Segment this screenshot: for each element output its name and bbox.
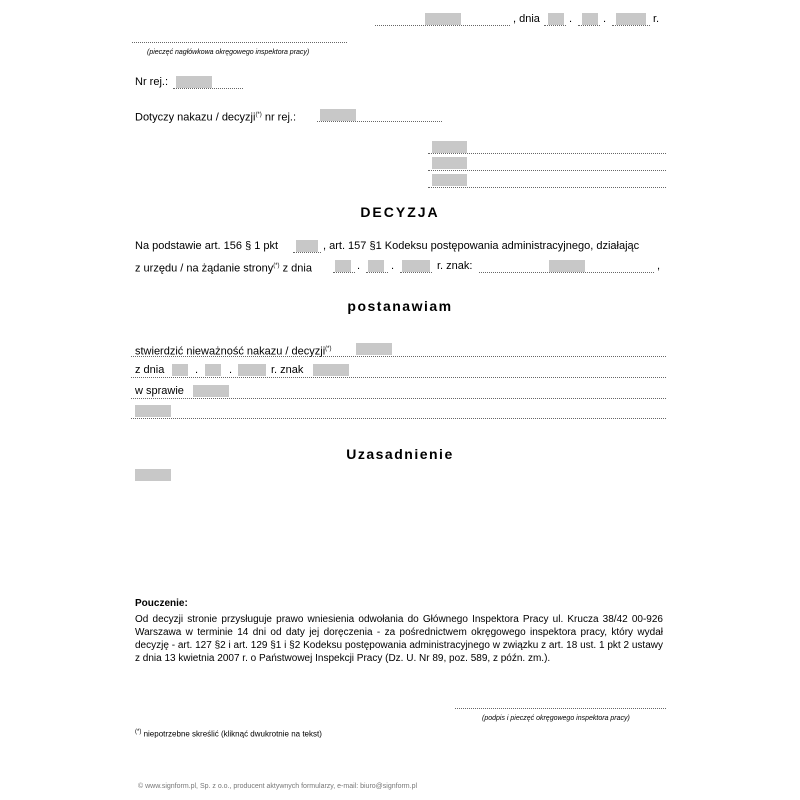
date-suffix: r.: [653, 13, 660, 25]
ruling-line2-underline: [131, 377, 666, 378]
basis-ref-field[interactable]: [549, 260, 585, 272]
ruling-ref-field[interactable]: [313, 364, 349, 376]
concerns-field[interactable]: [320, 109, 356, 121]
ruling-subject-field[interactable]: [356, 343, 392, 355]
month-field[interactable]: [582, 13, 598, 25]
resolve-heading: postanawiam: [347, 298, 453, 314]
year-field-line: [612, 25, 650, 26]
stamp-line: [132, 42, 347, 43]
footnote: (*) niepotrzebne skreślić (kliknąć dwukrotnie na tekst): [135, 729, 322, 739]
justification-heading: Uzasadnienie: [346, 446, 454, 462]
ruling-year-field[interactable]: [238, 364, 266, 376]
nr-rej-line: [173, 88, 243, 89]
place-field[interactable]: [425, 13, 461, 25]
ruling-matter-field-2[interactable]: [135, 405, 171, 417]
basis-year-field[interactable]: [402, 260, 430, 272]
ruling-matter-field[interactable]: [193, 385, 229, 397]
ruling-dot-2: .: [229, 364, 233, 376]
ruling-line1-underline: [131, 356, 666, 357]
basis-comma: ,: [657, 260, 661, 272]
basis-day-field[interactable]: [335, 260, 351, 272]
concerns-label: Dotyczy nakazu / decyzji(*) nr rej.:: [135, 111, 297, 124]
basis-pkt-field[interactable]: [296, 240, 318, 252]
ruling-line1: stwierdzić nieważność nakazu / decyzji(*): [135, 345, 332, 358]
basis-ref-label: r. znak:: [437, 260, 473, 272]
basis-year-line: [400, 272, 432, 273]
basis-month-field[interactable]: [368, 260, 384, 272]
instruction-title: Pouczenie:: [135, 598, 188, 609]
date-dot-2: .: [603, 13, 607, 25]
month-field-line: [578, 25, 600, 26]
nr-rej-label: Nr rej.:: [135, 76, 168, 88]
ruling-day-field[interactable]: [172, 364, 188, 376]
basis-line1-b: , art. 157 §1 Kodeksu postępowania administracyjnego, działając: [323, 240, 640, 252]
addressee-field-2[interactable]: [432, 157, 467, 169]
basis-pkt-line: [293, 252, 321, 253]
addressee-field-3[interactable]: [432, 174, 467, 186]
ruling-ref-label: r. znak: [271, 364, 304, 376]
addressee-line-2: [428, 170, 666, 171]
place-field-line: [375, 25, 510, 26]
ruling-line3: w sprawie: [135, 385, 184, 397]
signature-caption: (podpis i pieczęć okręgowego inspektora pracy): [482, 715, 630, 722]
ruling-month-field[interactable]: [205, 364, 221, 376]
basis-dot-1: .: [357, 260, 361, 272]
document-title: DECYZJA: [360, 204, 440, 220]
nr-rej-field[interactable]: [176, 76, 212, 88]
year-field[interactable]: [616, 13, 646, 25]
basis-dot-2: .: [391, 260, 395, 272]
basis-day-line: [333, 272, 355, 273]
stamp-caption: (pieczęć nagłówkowa okręgowego inspektora pracy): [147, 49, 310, 56]
day-field[interactable]: [548, 13, 564, 25]
instruction-text: Od decyzji stronie przysługuje prawo wniesienia odwołania do Głównego Inspektora Pracy ul. Krucza 38/42 00-926 Warszawa w terminie 14 dni od daty jej doręczenia - za pośrednictwem okręgowego inspektora pracy, który wydał decyzję - art. 127 §2 i art. 129 §1 i §2 Kodeksu postępowania administracyjnego w związku z art. 18 ust. 1 pkt 2 ustawy z dnia 13 kwietnia 2007 r. o Państwowej Inspekcji Pracy (Dz. U. Nr 89, poz. 589, z późn. zm.).: [135, 614, 663, 664]
concerns-line: [317, 121, 442, 122]
date-prefix: , dnia: [513, 13, 540, 25]
ruling-line2-a: z dnia: [135, 364, 165, 376]
ruling-line4-underline: [131, 418, 666, 419]
basis-month-line: [366, 272, 388, 273]
ruling-dot-1: .: [195, 364, 199, 376]
addressee-line-3: [428, 187, 666, 188]
basis-line1-a: Na podstawie art. 156 § 1 pkt: [135, 240, 279, 252]
addressee-line-1: [428, 153, 666, 154]
basis-ref-line: [479, 272, 654, 273]
signature-line: [455, 708, 666, 709]
date-dot-1: .: [569, 13, 573, 25]
ruling-line3-underline: [131, 398, 666, 399]
footer-copyright: © www.signform.pl, Sp. z o.o., producent aktywnych formularzy, e-mail: biuro@signform.pl: [138, 783, 418, 790]
basis-line2-a: z urzędu / na żądanie strony(*) z dnia: [135, 262, 312, 275]
justification-field[interactable]: [135, 469, 171, 481]
day-field-line: [544, 25, 566, 26]
addressee-field-1[interactable]: [432, 141, 467, 153]
